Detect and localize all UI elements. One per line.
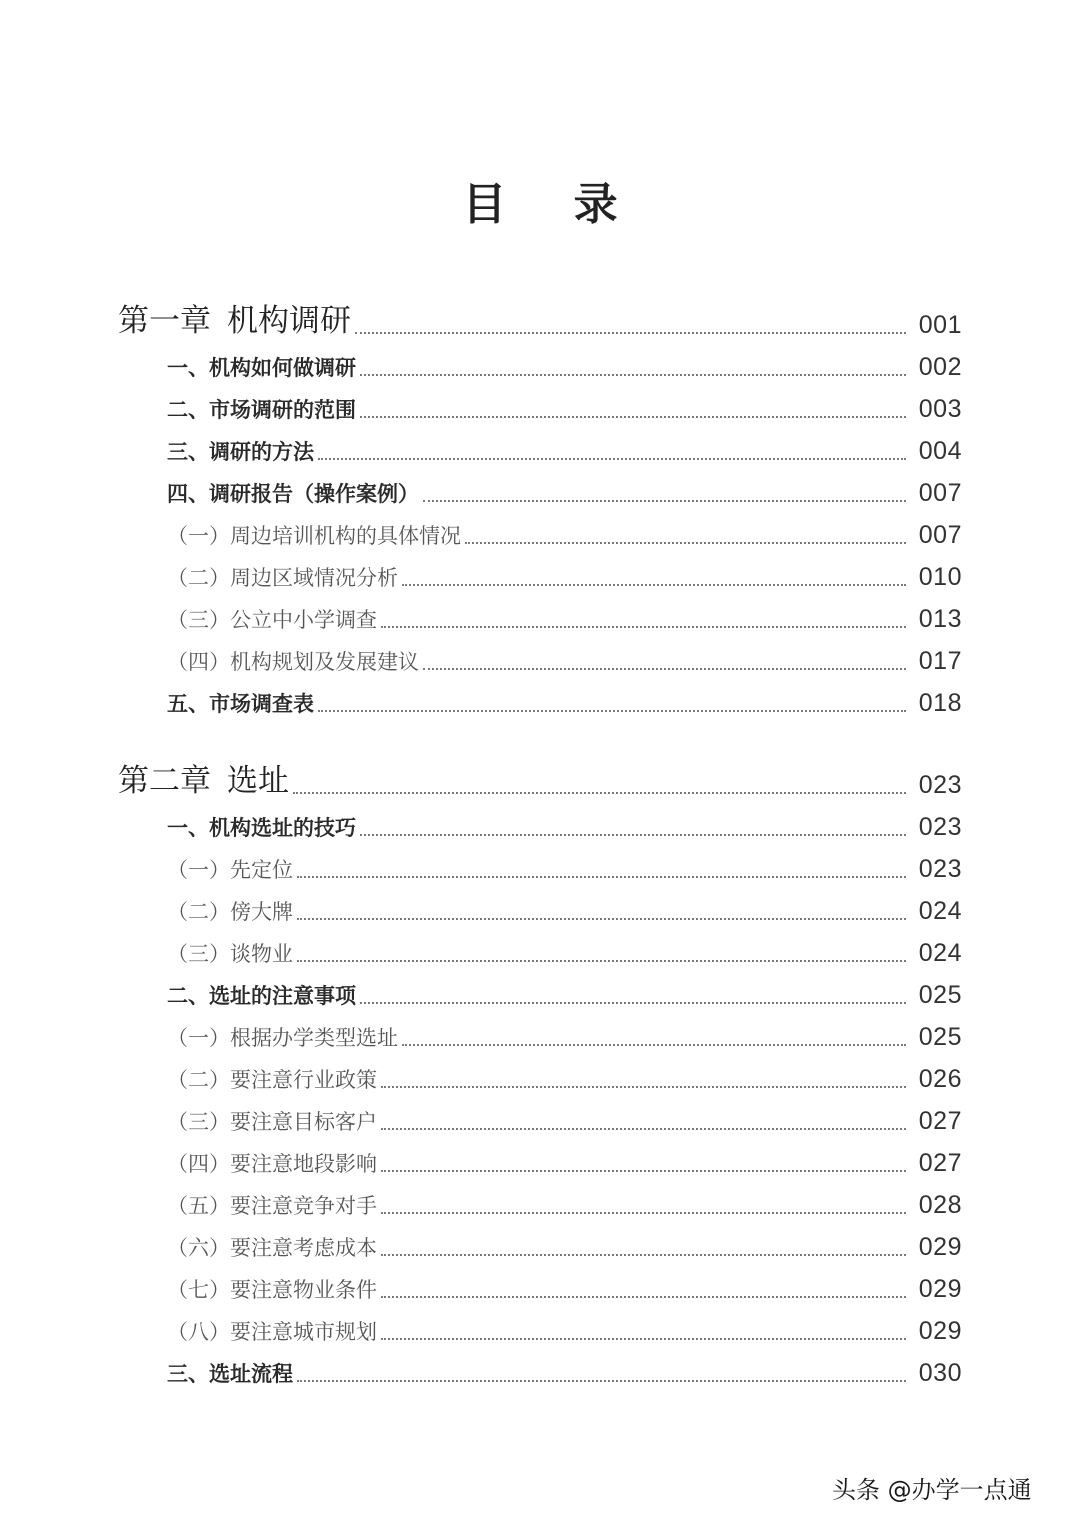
chapter-title: 选址 xyxy=(227,763,289,799)
page-number: 003 xyxy=(918,395,962,423)
page-number: 029 xyxy=(918,1275,962,1303)
page-number: 029 xyxy=(918,1233,962,1261)
toc-entry-title: 三、选址流程 xyxy=(167,1362,293,1386)
page-number: 025 xyxy=(918,1023,962,1051)
toc-row-sub[interactable] xyxy=(0,648,1080,676)
toc-row-sub[interactable] xyxy=(0,606,1080,634)
toc-row-sub[interactable] xyxy=(0,1024,1080,1052)
page-number: 004 xyxy=(918,437,962,465)
dot-leader xyxy=(381,1254,906,1256)
dot-leader xyxy=(318,458,906,460)
toc-entry-title: （一）根据办学类型选址 xyxy=(167,1026,398,1050)
toc-entry-title: 四、调研报告（操作案例） xyxy=(167,482,419,506)
toc-entry-title: （一）先定位 xyxy=(167,858,293,882)
dot-leader xyxy=(293,792,906,794)
dot-leader xyxy=(355,332,906,334)
toc-row-sub[interactable] xyxy=(0,1234,1080,1262)
dot-leader xyxy=(381,1128,906,1130)
dot-leader xyxy=(423,500,906,502)
page-number: 017 xyxy=(918,647,962,675)
page-number: 010 xyxy=(918,563,962,591)
dot-leader xyxy=(360,834,906,836)
toc-entry-title: 二、市场调研的范围 xyxy=(167,398,356,422)
dot-leader xyxy=(402,1044,906,1046)
toc-row-sub[interactable] xyxy=(0,1276,1080,1304)
toc-entry-title: （七）要注意物业条件 xyxy=(167,1278,377,1302)
page-number: 013 xyxy=(918,605,962,633)
toc-entry-title: （二）周边区域情况分析 xyxy=(167,566,398,590)
page-number: 027 xyxy=(918,1107,962,1135)
toc-row-sub[interactable] xyxy=(0,1150,1080,1178)
dot-leader xyxy=(465,542,906,544)
toc-entry-title: （三）公立中小学调查 xyxy=(167,608,377,632)
toc-row-section[interactable] xyxy=(0,480,1080,508)
toc-entry-title: （三）要注意目标客户 xyxy=(167,1110,377,1134)
toc-row-chapter[interactable] xyxy=(0,764,1080,800)
dot-leader xyxy=(297,918,906,920)
toc-entry-title: 一、机构选址的技巧 xyxy=(167,816,356,840)
chapter-number: 第一章 xyxy=(118,303,211,339)
page-number: 023 xyxy=(918,813,962,841)
toc-entry-title: （五）要注意竞争对手 xyxy=(167,1194,377,1218)
dot-leader xyxy=(381,626,906,628)
toc-entry-title: 五、市场调查表 xyxy=(167,692,314,716)
toc-row-section[interactable] xyxy=(0,438,1080,466)
page-number: 029 xyxy=(918,1317,962,1345)
page-number: 024 xyxy=(918,939,962,967)
toc-row-sub[interactable] xyxy=(0,940,1080,968)
toc-row-section[interactable] xyxy=(0,396,1080,424)
toc-row-sub[interactable] xyxy=(0,856,1080,884)
page-number: 001 xyxy=(918,311,962,339)
page-number: 023 xyxy=(918,771,962,799)
dot-leader xyxy=(297,1380,906,1382)
toc-row-chapter[interactable] xyxy=(0,304,1080,340)
toc-row-sub[interactable] xyxy=(0,1318,1080,1346)
page-number: 028 xyxy=(918,1191,962,1219)
dot-leader xyxy=(297,876,906,878)
toc-entry-title: 二、选址的注意事项 xyxy=(167,984,356,1008)
page-number: 030 xyxy=(918,1359,962,1387)
dot-leader xyxy=(318,710,906,712)
toc-row-sub[interactable] xyxy=(0,898,1080,926)
toc-entry-title: （一）周边培训机构的具体情况 xyxy=(167,524,461,548)
chapter-number: 第二章 xyxy=(118,763,211,799)
toc-row-sub[interactable] xyxy=(0,1066,1080,1094)
toc-entry-title: （二）要注意行业政策 xyxy=(167,1068,377,1092)
toc-row-section[interactable] xyxy=(0,814,1080,842)
dot-leader xyxy=(360,416,906,418)
dot-leader xyxy=(381,1212,906,1214)
page-number: 018 xyxy=(918,689,962,717)
page-number: 027 xyxy=(918,1149,962,1177)
page-title: 目 录 xyxy=(462,179,644,230)
dot-leader xyxy=(402,584,906,586)
toc-row-sub[interactable] xyxy=(0,1108,1080,1136)
toc-entry-title: （二）傍大牌 xyxy=(167,900,293,924)
page-number: 025 xyxy=(918,981,962,1009)
page-number: 023 xyxy=(918,855,962,883)
toc-entry-title: （四）机构规划及发展建议 xyxy=(167,650,419,674)
toc-row-section[interactable] xyxy=(0,354,1080,382)
dot-leader xyxy=(360,1002,906,1004)
toc-entry-title: 三、调研的方法 xyxy=(167,440,314,464)
toc-row-section[interactable] xyxy=(0,1360,1080,1388)
dot-leader xyxy=(297,960,906,962)
toc-entry-title: 一、机构如何做调研 xyxy=(167,356,356,380)
toc-row-section[interactable] xyxy=(0,690,1080,718)
toc-entry-title: （六）要注意考虑成本 xyxy=(167,1236,377,1260)
page-number: 007 xyxy=(918,521,962,549)
page-number: 024 xyxy=(918,897,962,925)
watermark: 头条 @办学一点通 xyxy=(832,1476,1032,1504)
dot-leader xyxy=(423,668,906,670)
page-number: 007 xyxy=(918,479,962,507)
dot-leader xyxy=(381,1170,906,1172)
toc-entry-title xyxy=(118,295,351,340)
toc-row-sub[interactable] xyxy=(0,522,1080,550)
dot-leader xyxy=(381,1338,906,1340)
toc-entry-title: （八）要注意城市规划 xyxy=(167,1320,377,1344)
dot-leader xyxy=(360,374,906,376)
chapter-title: 机构调研 xyxy=(227,303,351,339)
page-number: 002 xyxy=(918,353,962,381)
page-number: 026 xyxy=(918,1065,962,1093)
dot-leader xyxy=(381,1296,906,1298)
toc-row-sub[interactable] xyxy=(0,1192,1080,1220)
dot-leader xyxy=(381,1086,906,1088)
toc-entry-title: （三）谈物业 xyxy=(167,942,293,966)
toc-entry-title xyxy=(118,755,289,800)
toc-row-sub[interactable] xyxy=(0,564,1080,592)
toc-row-section[interactable] xyxy=(0,982,1080,1010)
toc-entry-title: （四）要注意地段影响 xyxy=(167,1152,377,1176)
